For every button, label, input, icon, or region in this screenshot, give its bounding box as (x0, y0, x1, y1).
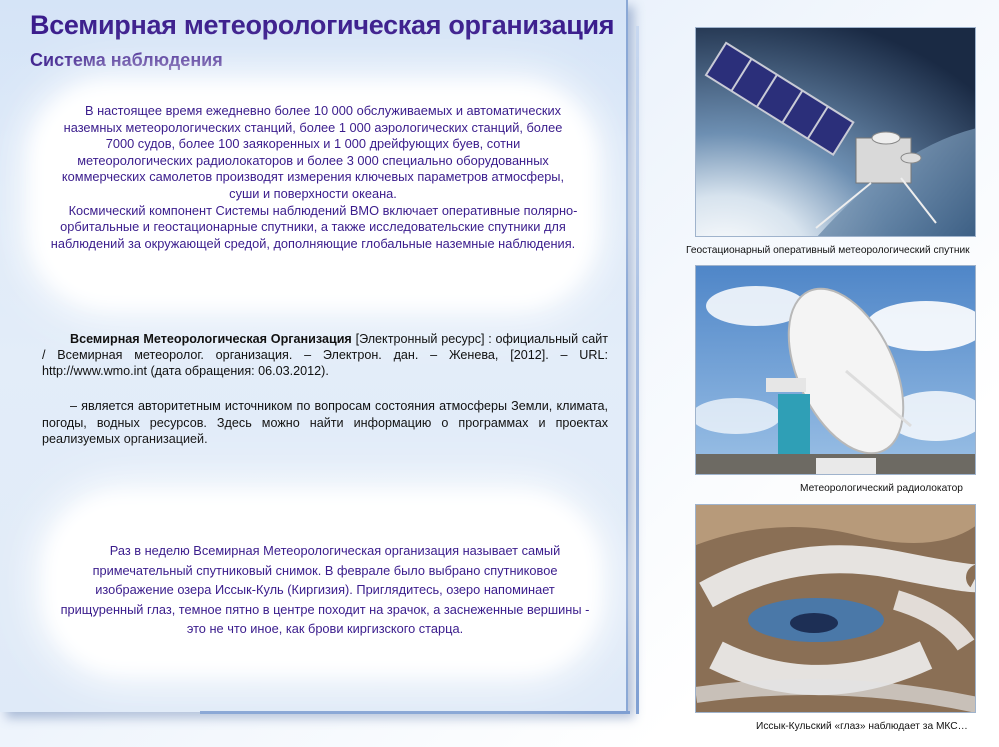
satellite-caption: Геостационарный оперативный метеорологический спутник (686, 245, 970, 256)
intro-paragraph-1: В настоящее время ежедневно более 10 000 обслуживаемых и автоматических наземных метеорологических станций, более 1 000 аэрологических станций, более 7000 судов, более 100 заякоренных и 1 000 дрейфующих буев, сотни метеорологических радиолокаторов и более 3 000 специально оборудованных коммерческих самолетов производят измерения ключевых параметров атмосферы, суши и поверхности океана. (61, 103, 565, 201)
reference-source-name: Всемирная Метеорологическая Организация (70, 332, 352, 346)
satellite-photo (695, 27, 976, 237)
reference-citation (42, 331, 608, 379)
weekly-note-block (60, 541, 590, 639)
radar-photo (695, 265, 976, 475)
radar-caption: Метеорологический радиолокатор (800, 483, 963, 494)
panel-right-border (636, 26, 639, 714)
intro-paragraph-2: Космический компонент Системы наблюдений ВМО включает оперативные полярно-орбитальные и геостационарные спутники, а также исследовательские спутники для наблюдений за окружающей средой, дополняющие глобальные наземные наблюдения. (50, 202, 578, 251)
source-description: – является авторитетным источником по вопросам состояния атмосферы Земли, климата, погоды, водных ресурсов. Здесь можно найти информацию о программах и проектах реализуемых организацией. (42, 399, 608, 446)
page-title: Всемирная метеорологическая организация (30, 10, 615, 40)
reference-details: [Электронный ресурс] : официальный сайт / Всемирная метеоролог. организация. – Электрон. дан. – Женева, [2012]. – URL: http://www.wmo.int (дата обращения: 06.03.2012). (42, 332, 609, 378)
page-subtitle: Система наблюдения (30, 50, 223, 70)
lake-satellite-photo (695, 504, 976, 713)
weekly-note-text: Раз в неделю Всемирная Метеорологическая организация называет самый примечательный спутниковый снимок. В феврале было выбрано спутниковое изображение озера Иссык-Куль (Киргизия). Приглядитесь, озеро напоминает прищуренный глаз, темное пятно в центре походит на зрачок, а заснеженные вершины - это не что иное, как брови киргизского старца. (60, 543, 590, 636)
lake-caption: Иссык-Кульский «глаз» наблюдает за МКС… (756, 721, 968, 732)
intro-text-block (48, 103, 578, 252)
panel-bottom-border (200, 711, 630, 714)
